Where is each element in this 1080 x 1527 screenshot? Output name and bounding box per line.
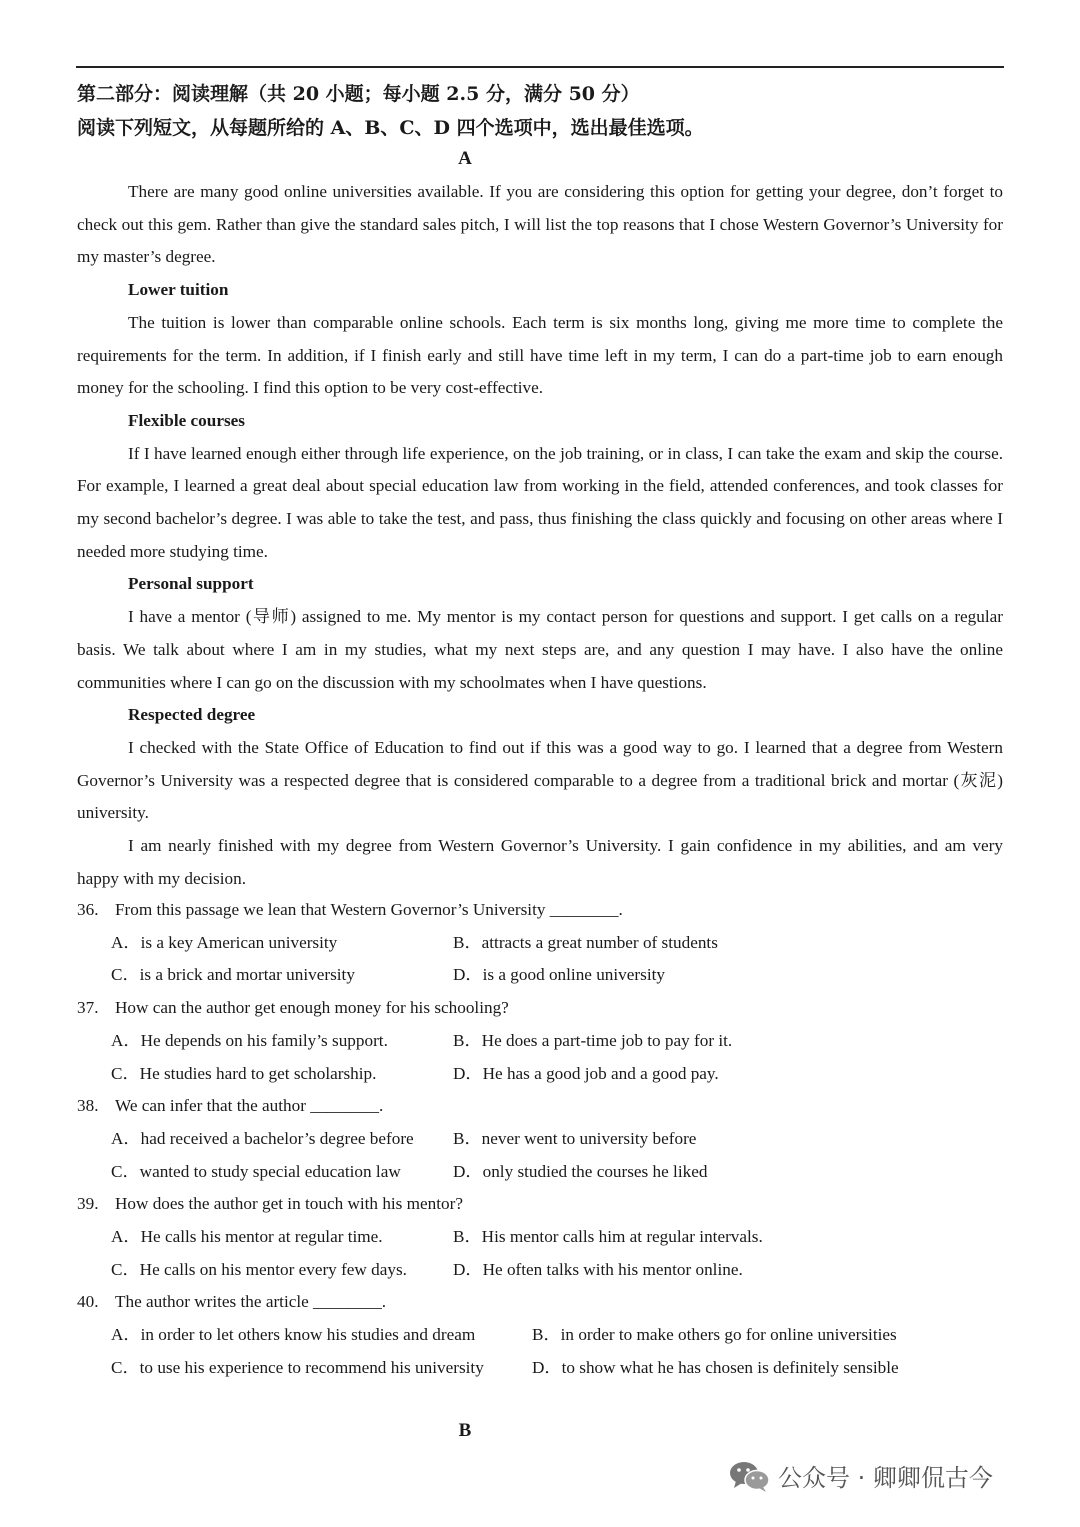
question-number: 39. <box>77 1194 99 1214</box>
option-a: A．had received a bachelor’s degree before <box>111 1128 414 1148</box>
question-stem: We can infer that the author ________. <box>115 1096 384 1116</box>
watermark-text: 公众号 · 卿卿侃古今 <box>778 1464 993 1492</box>
paragraph-lower-tuition: The tuition is lower than comparable online schools. Each term is six months long, giving me more time to complete the requirements for the term. In addition, if I finish early and still have time left in my term, I can do a part-time job to earn enough money for the schooling. I find this option to be very cost-effective. <box>77 312 1003 398</box>
option-c: C．wanted to study special education law <box>111 1161 401 1181</box>
option-d: D．only studied the courses he liked <box>453 1161 708 1181</box>
top-rule <box>76 66 1004 68</box>
subheading-respected-degree: Respected degree <box>128 705 256 725</box>
option-a: A．He calls his mentor at regular time. <box>111 1227 383 1247</box>
option-b: B．never went to university before <box>453 1128 697 1148</box>
option-a: A．is a key American university <box>111 932 338 952</box>
option-d: D．He has a good job and a good pay. <box>453 1063 719 1083</box>
closing-paragraph: I am nearly finished with my degree from Western Governor’s University. I gain confidence in my abilities, and am very happy with my decision. <box>77 836 1003 888</box>
paragraph-personal-support: I have a mentor (导师) assigned to me. My mentor is my contact person for questions and support. I get calls on a regular basis. We talk about where I am in my studies, what my next steps are, and any question I may have. I also have the online communities where I can go on the discussion with my schoolmates when I have questions. <box>77 607 1003 692</box>
paragraph-flexible-courses: If I have learned enough either through life experience, on the job training, or in class, I can take the exam and skip the course. For example, I learned a great deal about special education law from working in the field, attended conferences, and took classes for my second bachelor’s degree. I was able to take the test, and pass, thus finishing the class quickly and focusing on other areas where I needed more studying time. <box>77 443 1003 561</box>
question-stem: How does the author get in touch with his mentor? <box>115 1194 463 1214</box>
passage-label-a: A <box>458 148 472 169</box>
option-d: D．to show what he has chosen is definitely sensible <box>532 1357 899 1377</box>
intro-paragraph: There are many good online universities available. If you are considering this option for getting your degree, don’t forget to check out this gem. Rather than give the standard sales pitch, I will list the top reasons that I chose Western Governor’s University for my master’s degree. <box>77 182 1003 267</box>
subheading-flexible-courses: Flexible courses <box>128 410 245 430</box>
question-number: 38. <box>77 1096 99 1116</box>
question-38 <box>77 1090 1003 1188</box>
option-c: C．He studies hard to get scholarship. <box>111 1063 377 1083</box>
question-list <box>77 894 1003 1385</box>
watermark <box>728 1458 993 1493</box>
question-39 <box>77 1188 1003 1286</box>
passage-a <box>77 176 1003 895</box>
option-b: B．attracts a great number of students <box>453 932 718 952</box>
option-a: A．He depends on his family’s support. <box>111 1030 388 1050</box>
wechat-logo-icon <box>728 1459 772 1493</box>
question-40 <box>77 1286 1003 1384</box>
question-stem: From this passage we lean that Western Governor’s University ________. <box>115 900 623 919</box>
option-c: C．He calls on his mentor every few days. <box>111 1259 407 1279</box>
option-d: D．He often talks with his mentor online. <box>453 1259 743 1279</box>
section-header: 第二部分：阅读理解（共 20 小题；每小题 2.5 分，满分 50 分） <box>77 83 640 105</box>
question-stem: How can the author get enough money for his schooling? <box>115 998 509 1018</box>
option-d: D．is a good online university <box>453 965 665 985</box>
question-36 <box>77 894 1003 992</box>
option-c: C．to use his experience to recommend his university <box>111 1357 484 1377</box>
subheading-lower-tuition: Lower tuition <box>128 280 229 300</box>
option-a: A．in order to let others know his studies and dream <box>111 1325 476 1345</box>
passage-label-b: B <box>458 1420 472 1441</box>
paragraph-respected-degree: I checked with the State Office of Education to find out if this was a good way to go. I learned that a degree from Western Governor’s University was a respected degree that is considered comparable to a degree from a traditional brick and mortar (灰泥) university. <box>77 737 1003 823</box>
option-b: B．He does a part-time job to pay for it. <box>453 1030 733 1050</box>
question-number: 40. <box>77 1292 99 1312</box>
question-number: 36. <box>77 900 99 919</box>
subheading-personal-support: Personal support <box>128 574 254 594</box>
instructions: 阅读下列短文，从每题所给的 A、B、C、D 四个选项中，选出最佳选项。 <box>77 117 704 139</box>
question-number: 37. <box>77 998 99 1018</box>
question-stem: The author writes the article ________. <box>115 1292 387 1312</box>
option-b: B．in order to make others go for online universities <box>532 1325 897 1345</box>
question-37 <box>77 992 1003 1090</box>
option-b: B．His mentor calls him at regular intervals. <box>453 1227 763 1247</box>
option-c: C．is a brick and mortar university <box>111 965 355 985</box>
